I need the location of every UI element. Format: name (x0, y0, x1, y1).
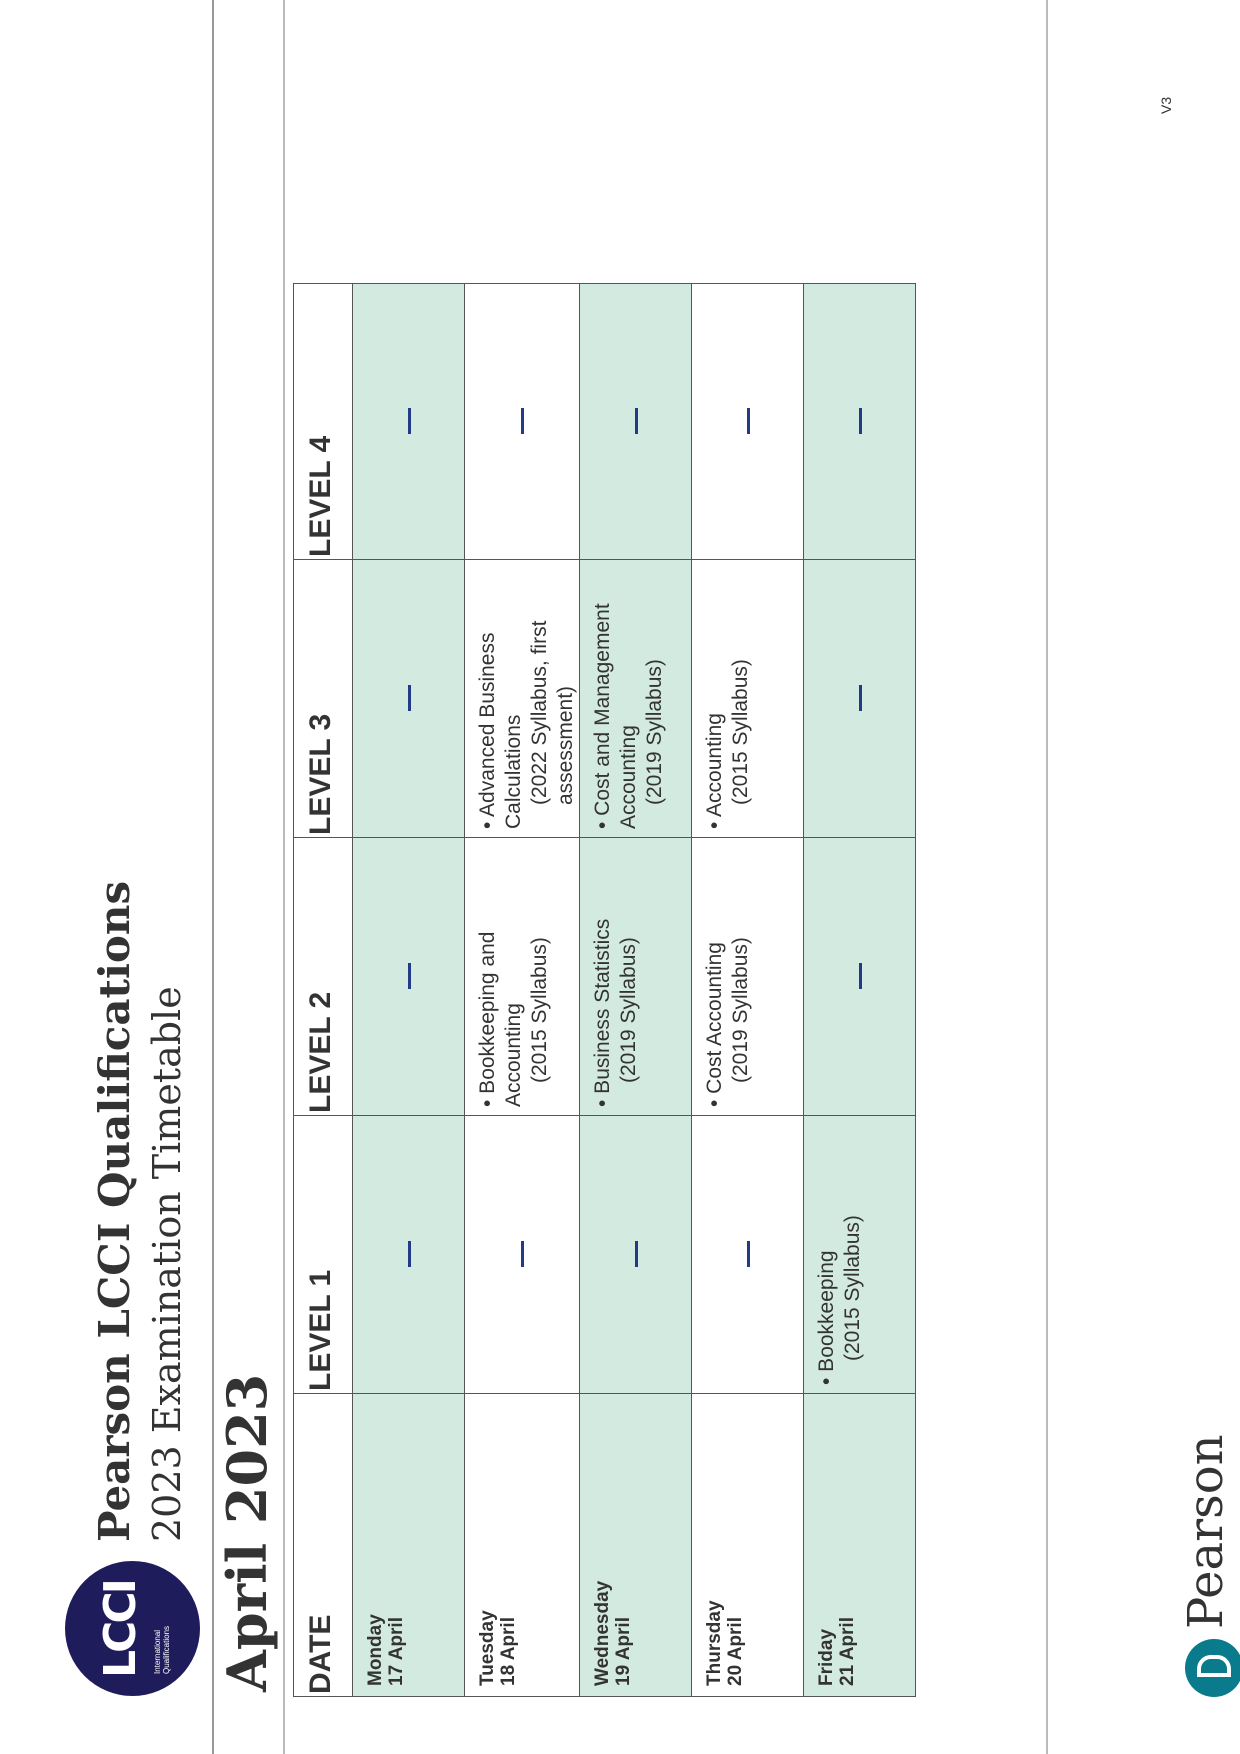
divider-month (283, 0, 285, 1754)
empty-cell-level-4 (465, 284, 580, 560)
no-exam-dash-icon (859, 409, 862, 435)
exam-cell-level-3 (692, 560, 804, 838)
exam-timetable (293, 283, 916, 1697)
day-name: Wednesday (592, 1580, 613, 1686)
column-header-level-1: LEVEL 1 (294, 1116, 353, 1394)
exam-name: Advanced Business Calculations (476, 632, 525, 829)
date-cell (804, 1394, 916, 1697)
no-exam-dash-icon (859, 964, 862, 990)
day-date: 18 April (498, 1617, 519, 1686)
day-name: Friday (816, 1628, 837, 1686)
empty-cell-level-4 (804, 284, 916, 560)
empty-cell-level-1 (353, 1116, 465, 1394)
empty-cell-level-1 (692, 1116, 804, 1394)
day-date: 21 April (837, 1617, 858, 1686)
bullet-icon: • (703, 1093, 726, 1107)
exam-syllabus: (2015 Syllabus) (729, 659, 752, 805)
exam-cell-level-2 (580, 838, 692, 1116)
exam-name: Cost Accounting (703, 942, 726, 1094)
empty-cell-level-3 (353, 560, 465, 838)
table-header-row (294, 284, 353, 1697)
exam-syllabus: (2015 Syllabus) (528, 937, 551, 1083)
no-exam-dash-icon (635, 409, 638, 435)
bullet-icon: • (703, 816, 726, 829)
lcci-logo-text: LCCI (95, 1581, 146, 1678)
date-cell (580, 1394, 692, 1697)
column-header-date: DATE (294, 1394, 353, 1697)
day-name: Monday (365, 1614, 386, 1686)
date-cell (465, 1394, 580, 1697)
date-cell (353, 1394, 465, 1697)
bullet-icon: • (591, 1093, 614, 1107)
column-header-level-3: LEVEL 3 (294, 560, 353, 838)
bullet-icon: • (815, 1371, 838, 1385)
table-row (465, 284, 580, 1697)
no-exam-dash-icon (521, 1242, 524, 1268)
bullet-icon: • (476, 816, 499, 829)
exam-name: Bookkeeping and Accounting (476, 931, 525, 1107)
exam-cell-level-3 (465, 560, 580, 838)
lcci-logo (65, 1561, 200, 1696)
lcci-logo-subtext: International Qualifications (153, 1625, 171, 1674)
exam-name: Cost and Management Accounting (591, 603, 640, 829)
exam-syllabus: (2019 Syllabus) (617, 937, 640, 1083)
divider-right (1046, 0, 1048, 1754)
date-cell (692, 1394, 804, 1697)
document-subtitle: 2023 Examination Timetable (145, 986, 189, 1542)
exam-syllabus: (2019 Syllabus) (643, 659, 666, 805)
divider-header (212, 0, 214, 1754)
no-exam-dash-icon (635, 1242, 638, 1268)
day-date: 17 April (386, 1617, 407, 1686)
no-exam-dash-icon (747, 409, 750, 435)
empty-cell-level-4 (353, 284, 465, 560)
column-header-level-2: LEVEL 2 (294, 838, 353, 1116)
pearson-brand: Pearson (1178, 1434, 1234, 1629)
empty-cell-level-2 (353, 838, 465, 1116)
bullet-icon: • (476, 1093, 499, 1107)
empty-cell-level-2 (804, 838, 916, 1116)
no-exam-dash-icon (408, 964, 411, 990)
month-heading: April 2023 (215, 1373, 279, 1692)
table-row (353, 284, 465, 1697)
table-row (692, 284, 804, 1697)
exam-cell-level-2 (465, 838, 580, 1116)
no-exam-dash-icon (408, 1242, 411, 1268)
version-label: V3 (1158, 96, 1174, 114)
document-title: Pearson LCCI Qualifications (90, 880, 139, 1542)
day-name: Thursday (704, 1600, 725, 1686)
table-row (804, 284, 916, 1697)
empty-cell-level-1 (580, 1116, 692, 1394)
exam-cell-level-2 (692, 838, 804, 1116)
no-exam-dash-icon (747, 1242, 750, 1268)
empty-cell-level-1 (465, 1116, 580, 1394)
empty-cell-level-4 (692, 284, 804, 560)
day-date: 19 April (613, 1617, 634, 1686)
exam-syllabus: (2015 Syllabus) (841, 1215, 864, 1361)
no-exam-dash-icon (859, 686, 862, 712)
column-header-level-4: LEVEL 4 (294, 284, 353, 560)
exam-cell-level-3 (580, 560, 692, 838)
exam-syllabus: (2019 Syllabus) (729, 937, 752, 1083)
exam-name: Bookkeeping (815, 1250, 838, 1372)
day-date: 20 April (725, 1617, 746, 1686)
table-row (580, 284, 692, 1697)
no-exam-dash-icon (408, 409, 411, 435)
exam-cell-level-1 (804, 1116, 916, 1394)
pearson-logo-icon (1185, 1639, 1240, 1697)
no-exam-dash-icon (521, 409, 524, 435)
exam-name: Business Statistics (591, 918, 614, 1094)
no-exam-dash-icon (408, 686, 411, 712)
exam-syllabus: (2022 Syllabus, first assessment) (528, 620, 577, 805)
empty-cell-level-3 (804, 560, 916, 838)
exam-name: Accounting (703, 713, 726, 817)
empty-cell-level-4 (580, 284, 692, 560)
day-name: Tuesday (477, 1610, 498, 1686)
bullet-icon: • (591, 815, 614, 829)
